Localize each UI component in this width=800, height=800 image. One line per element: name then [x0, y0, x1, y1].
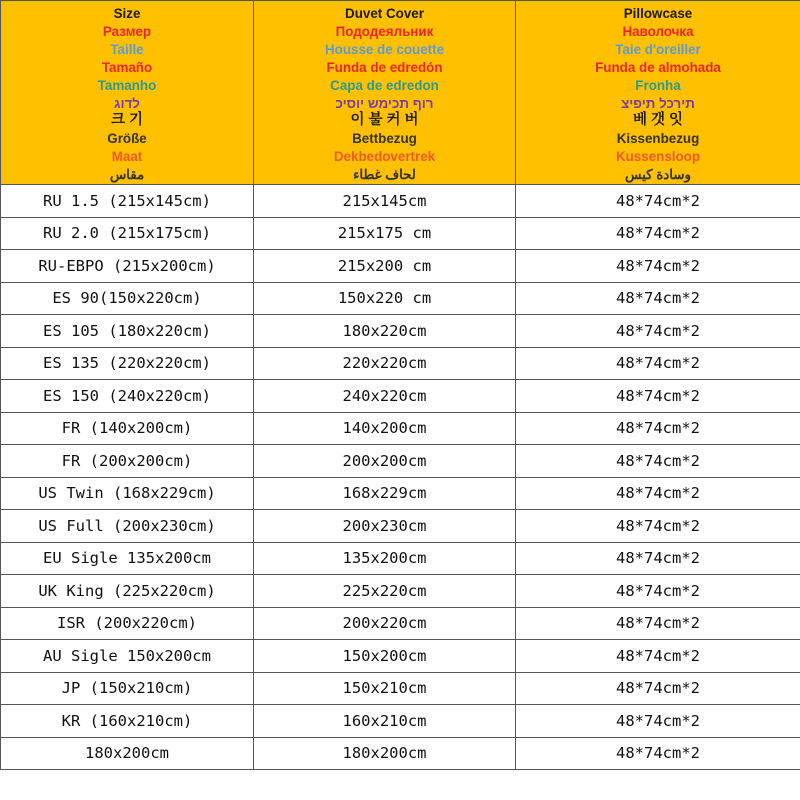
size-cell: US Full (200x230cm) [1, 510, 254, 543]
header-size [1, 1, 254, 185]
table-row [1, 445, 800, 478]
duvet-cover-cell: 215x200 cm [254, 250, 516, 283]
header-duvet-label: Funda de edredón [326, 59, 443, 75]
pillowcase-cell: 48*74cm*2 [516, 380, 800, 413]
table-row [1, 315, 800, 348]
table-row [1, 477, 800, 510]
size-cell: UK King (225x220cm) [1, 575, 254, 608]
header-duvet-label: Dekbedovertrek [333, 149, 436, 165]
size-cell: ES 135 (220x220cm) [1, 347, 254, 380]
header-duvet-label: Пододеяльник [335, 23, 434, 39]
header-duvet-label: רוף תכימש יוסיכ [335, 95, 434, 111]
table-row [1, 412, 800, 445]
duvet-cover-cell: 240x220cm [254, 380, 516, 413]
header-pillow-label: Pillowcase [623, 6, 693, 21]
header-size-label: مقاس [109, 167, 145, 183]
duvet-cover-cell: 140x200cm [254, 412, 516, 445]
duvet-cover-cell: 180x200cm [254, 737, 516, 770]
pillowcase-cell: 48*74cm*2 [516, 347, 800, 380]
duvet-cover-cell: 200x200cm [254, 445, 516, 478]
header-pillow-label: Taie d'oreiller [615, 41, 701, 57]
table-row [1, 380, 800, 413]
header-pillow-label: Kissenbezug [616, 131, 700, 147]
size-cell: ES 90(150x220cm) [1, 282, 254, 315]
size-cell: RU 1.5 (215x145cm) [1, 185, 254, 218]
table-row [1, 575, 800, 608]
header-size-label: Maat [111, 149, 143, 165]
size-cell: FR (140x200cm) [1, 412, 254, 445]
header-size-label: Size [113, 6, 141, 21]
header-pillow-label: Fronha [635, 77, 681, 93]
header-duvet-cover [254, 1, 516, 185]
pillowcase-cell: 48*74cm*2 [516, 542, 800, 575]
size-cell: RU 2.0 (215x175cm) [1, 217, 254, 250]
pillowcase-cell: 48*74cm*2 [516, 282, 800, 315]
duvet-cover-cell: 220x220cm [254, 347, 516, 380]
header-duvet-label: Housse de couette [324, 41, 445, 57]
header-size-label: Размер [102, 23, 152, 39]
table-row [1, 607, 800, 640]
table-row [1, 672, 800, 705]
header-size-label: Größe [107, 131, 147, 147]
pillowcase-cell: 48*74cm*2 [516, 705, 800, 738]
header-duvet-label: Bettbezug [352, 131, 417, 147]
pillowcase-cell: 48*74cm*2 [516, 217, 800, 250]
duvet-cover-cell: 150x200cm [254, 640, 516, 673]
size-cell: US Twin (168x229cm) [1, 477, 254, 510]
table-row [1, 347, 800, 380]
header-row [1, 1, 800, 185]
table-row [1, 250, 800, 283]
duvet-cover-cell: 215x175 cm [254, 217, 516, 250]
table-row [1, 705, 800, 738]
pillowcase-cell: 48*74cm*2 [516, 185, 800, 218]
size-cell: EU Sigle 135x200cm [1, 542, 254, 575]
pillowcase-cell: 48*74cm*2 [516, 250, 800, 283]
header-pillow-label: وسادة كيس [625, 167, 691, 183]
header-pillow-label: תירכל תיפיצ [621, 95, 695, 111]
table-row [1, 510, 800, 543]
table-row [1, 217, 800, 250]
size-cell: AU Sigle 150x200cm [1, 640, 254, 673]
pillowcase-cell: 48*74cm*2 [516, 672, 800, 705]
pillowcase-cell: 48*74cm*2 [516, 737, 800, 770]
duvet-cover-cell: 180x220cm [254, 315, 516, 348]
pillowcase-cell: 48*74cm*2 [516, 640, 800, 673]
header-duvet-label: Duvet Cover [345, 6, 424, 21]
size-cell: KR (160x210cm) [1, 705, 254, 738]
pillowcase-cell: 48*74cm*2 [516, 477, 800, 510]
duvet-cover-cell: 225x220cm [254, 575, 516, 608]
table-row [1, 185, 800, 218]
header-size-label: Tamaño [101, 59, 153, 75]
header-pillow-label: Funda de almohada [595, 59, 721, 75]
pillowcase-cell: 48*74cm*2 [516, 445, 800, 478]
header-pillow-label: Наволочка [622, 23, 694, 39]
size-cell: 180x200cm [1, 737, 254, 770]
size-cell: RU-EBPO (215x200cm) [1, 250, 254, 283]
size-cell: ISR (200x220cm) [1, 607, 254, 640]
pillowcase-cell: 48*74cm*2 [516, 315, 800, 348]
pillowcase-cell: 48*74cm*2 [516, 575, 800, 608]
table-row [1, 542, 800, 575]
duvet-cover-cell: 150x220 cm [254, 282, 516, 315]
header-size-label: Tamanho [97, 77, 157, 93]
size-cell: ES 150 (240x220cm) [1, 380, 254, 413]
pillowcase-cell: 48*74cm*2 [516, 412, 800, 445]
header-size-label: לדוג [114, 95, 140, 111]
size-cell: ES 105 (180x220cm) [1, 315, 254, 348]
table-row [1, 737, 800, 770]
table-row [1, 640, 800, 673]
header-duvet-label: 이 불 커 버 [350, 112, 419, 129]
duvet-cover-cell: 215x145cm [254, 185, 516, 218]
duvet-cover-cell: 135x200cm [254, 542, 516, 575]
pillowcase-cell: 48*74cm*2 [516, 510, 800, 543]
header-size-label: Taille [110, 41, 144, 57]
size-cell: JP (150x210cm) [1, 672, 254, 705]
header-pillow-label: 베 갯 잇 [632, 112, 684, 129]
duvet-cover-cell: 200x230cm [254, 510, 516, 543]
header-duvet-label: لحاف غطاء [353, 167, 416, 183]
table-row [1, 282, 800, 315]
header-size-label: 크 기 [110, 112, 144, 129]
header-pillow-label: Kussensloop [615, 149, 701, 165]
header-pillowcase [516, 1, 800, 185]
duvet-cover-cell: 200x220cm [254, 607, 516, 640]
duvet-cover-cell: 150x210cm [254, 672, 516, 705]
duvet-cover-cell: 168x229cm [254, 477, 516, 510]
header-duvet-label: Capa de edredon [330, 77, 439, 93]
size-cell: FR (200x200cm) [1, 445, 254, 478]
duvet-cover-cell: 160x210cm [254, 705, 516, 738]
pillowcase-cell: 48*74cm*2 [516, 607, 800, 640]
